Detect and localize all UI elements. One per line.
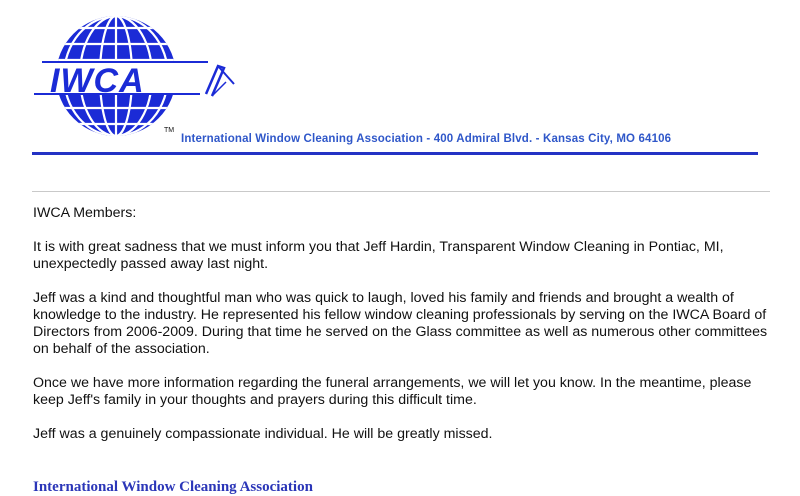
paragraph-closing: Jeff was a genuinely compassionate individual. He will be greatly missed.	[33, 426, 493, 442]
association-address: International Window Cleaning Association - 400 Admiral Blvd. - Kansas City, MO 64106	[181, 133, 672, 145]
salutation: IWCA Members:	[33, 205, 137, 221]
letter-body	[33, 205, 778, 460]
signature-organization: International Window Cleaning Association	[33, 479, 313, 495]
letterhead	[0, 0, 800, 170]
logo-wordmark: IWCA	[50, 62, 145, 100]
trademark-symbol: TM	[164, 127, 175, 134]
iwca-globe-logo	[28, 2, 258, 152]
horizontal-divider	[32, 191, 770, 192]
paragraph-announcement: It is with great sadness that we must inform you that Jeff Hardin, Transparent Window Cleaning in Pontiac, MI, unexpectedly passed away last night.	[33, 239, 724, 272]
paragraph-tribute: Jeff was a kind and thoughtful man who was quick to laugh, loved his family and friends and brought a wealth of knowledge to the industry. He represented his fellow window cleaning professionals by serving on the IWCA Board of Directors from 2006-2009. During that time he served on the Glass committee as well as numerous other committees on behalf of the association.	[33, 290, 768, 357]
paragraph-arrangements: Once we have more information regarding the funeral arrangements, we will let you know. In the meantime, please keep Jeff's family in your thoughts and prayers during this difficult time.	[33, 375, 752, 408]
header-divider-blue	[32, 152, 758, 155]
